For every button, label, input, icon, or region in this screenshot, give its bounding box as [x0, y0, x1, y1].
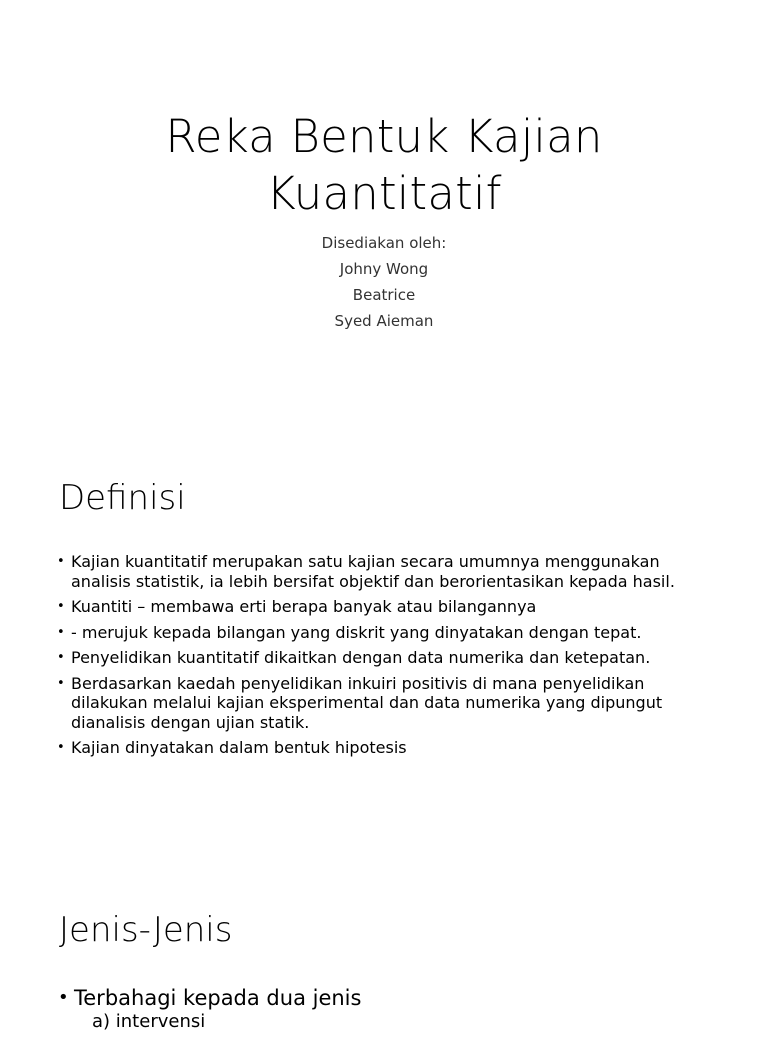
bullet-item: • Berdasarkan kaedah penyelidikan inkuiri positivis di mana penyelidikan dilakukan melalui kajian eksperimental dan data numerika yang dipungut dianalisis dengan ujian statik.	[56, 674, 676, 733]
definisi-slide	[0, 360, 768, 860]
prepared-by-label: Disediakan oleh:	[321, 234, 447, 252]
bullet-item: • Kuantiti – membawa erti berapa banyak atau bilangannya	[56, 597, 676, 617]
jenis-slide	[0, 860, 768, 1060]
bullet-item: • Kajian kuantitatif merupakan satu kajian secara umumnya menggunakan analisis statistik, ia lebih bersifat objektif dan berorientasikan kepada hasil.	[56, 552, 676, 591]
title-line-1: Reka Bentuk Kajian	[165, 110, 603, 163]
bullet-list	[56, 985, 676, 1011]
title-slide	[0, 0, 768, 360]
bullet-item: • - merujuk kepada bilangan yang diskrit yang dinyatakan dengan tepat.	[56, 623, 676, 643]
author-name: Beatrice	[352, 286, 416, 304]
bullet-item: • Kajian dinyatakan dalam bentuk hipotesis	[56, 738, 676, 758]
subtitle-block	[0, 230, 768, 334]
title-line-2: Kuantitatif	[266, 167, 502, 220]
sub-bullet-item: a) intervensi	[92, 1011, 206, 1032]
author-name: Johny Wong	[339, 260, 429, 278]
slide-heading: Jenis-Jenis	[59, 910, 233, 950]
author-name: Syed Aieman	[334, 312, 434, 330]
bullet-item: • Penyelidikan kuantitatif dikaitkan dengan data numerika dan ketepatan.	[56, 648, 676, 668]
bullet-item: • Terbahagi kepada dua jenis	[56, 985, 676, 1011]
bullet-list	[56, 552, 676, 764]
slide-heading: Definisi	[59, 478, 186, 518]
presentation-title	[0, 108, 768, 222]
